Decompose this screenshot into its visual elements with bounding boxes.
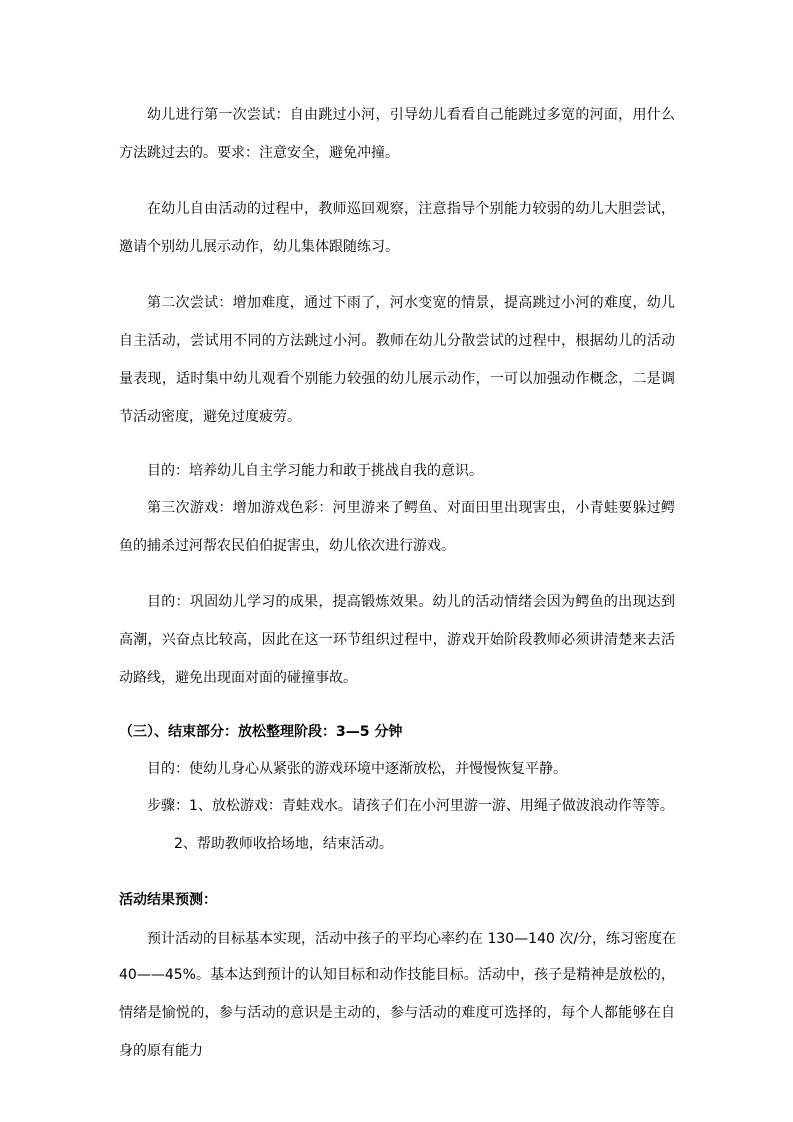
paragraph-teacher-observation: 在幼儿自由活动的过程中，教师巡回观察，注意指导个别能力较弱的幼儿大胆尝试，邀请个别幼儿展示动作，幼儿集体跟随练习。	[119, 201, 675, 255]
paragraph-result-1: 预计活动的目标基本实现，活动中孩子的平均心率约在 130—140 次/分，练习密度在	[147, 931, 677, 947]
paragraph-result-2: 40——45%。基本达到预计的认知目标和动作技能目标。活动中，孩子是精神是放松的，情绪是愉悦的，参与活动的意识是主动的，参与活动的难度可选择的，每个人都能够在自身的原有能力	[119, 967, 675, 1059]
paragraph-purpose-3: 目的：使幼儿身心从紧张的游戏环境中逐渐放松，并慢慢恢复平静。	[147, 761, 567, 777]
paragraph-first-attempt: 幼儿进行第一次尝试：自由跳过小河，引导幼儿看看自己能跳过多宽的河面，用什么方法跳过去的。要求：注意安全，避免冲撞。	[119, 107, 675, 161]
paragraph-purpose-2: 目的：巩固幼儿学习的成果，提高锻炼效果。幼儿的活动情绪会因为鳄鱼的出现达到高潮，兴奋点比较高，因此在这一环节组织过程中，游戏开始阶段教师必须讲清楚来去活动路线，避免出现面对面的碰撞事故。	[119, 594, 675, 686]
paragraph-third-game: 第三次游戏：增加游戏色彩：河里游来了鳄鱼、对面田里出现害虫，小青蛙要躲过鳄鱼的捕杀过河帮农民伯伯捉害虫，幼儿依次进行游戏。	[119, 500, 675, 554]
paragraph-step-2: 2、帮助教师收拾场地，结束活动。	[174, 836, 393, 852]
paragraph-purpose-1: 目的：培养幼儿自主学习能力和敢于挑战自我的意识。	[147, 463, 483, 479]
section-heading-result: 活动结果预测：	[119, 892, 217, 908]
section-heading-ending: （三）、结束部分：放松整理阶段：3—5 分钟	[119, 724, 403, 740]
paragraph-second-attempt: 第二次尝试：增加难度，通过下雨了，河水变宽的情景，提高跳过小河的难度，幼儿自主活动，尝试用不同的方法跳过小河。教师在幼儿分散尝试的过程中，根据幼儿的活动量表现，适时集中幼儿观看个别能力较强的幼儿展示动作，一可以加强动作概念，二是调节活动密度，避免过度疲劳。	[119, 295, 675, 425]
paragraph-steps: 步骤：1、放松游戏：青蛙戏水。请孩子们在小河里游一游、用绳子做波浪动作等等。	[147, 798, 674, 814]
